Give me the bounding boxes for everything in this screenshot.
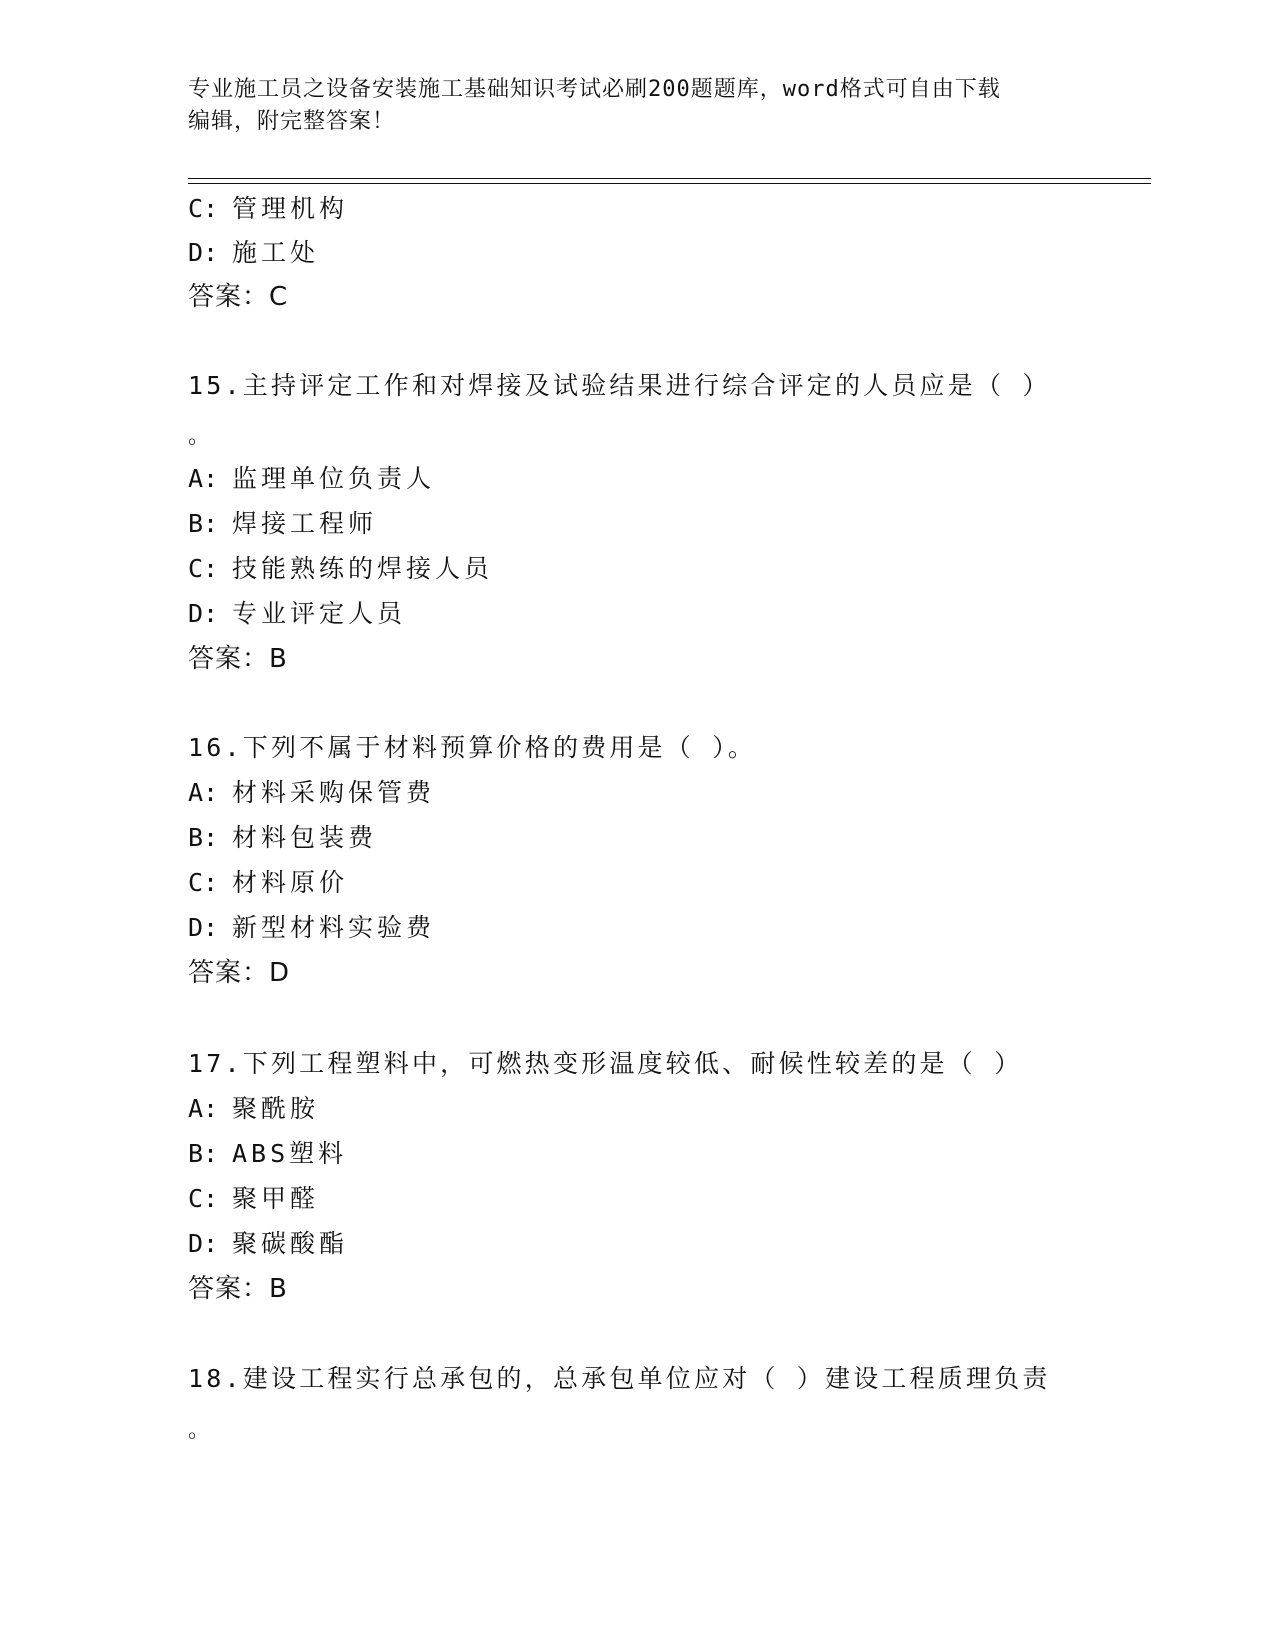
- option-text: 专业评定人员: [232, 599, 407, 628]
- option-text: 聚酰胺: [232, 1094, 320, 1123]
- option-label: A:: [188, 778, 219, 807]
- option-label: D:: [188, 599, 219, 628]
- q16-answer: 答案：D: [188, 958, 291, 988]
- q17-option-c: [188, 1182, 319, 1216]
- document-header: [188, 74, 1088, 138]
- option-label: B:: [188, 509, 219, 538]
- q16-option-b: [188, 821, 377, 855]
- option-label: D:: [188, 1229, 219, 1258]
- header-title-line-1: 专业施工员之设备安装施工基础知识考试必刷200题题库，word格式可自由下载: [188, 77, 1001, 102]
- header-title-line-2: 编辑，附完整答案！: [188, 109, 396, 134]
- q17-stem: 17.下列工程塑料中，可燃热变形温度较低、耐候性较差的是（ ）: [188, 1049, 1023, 1078]
- q15-option-b: [188, 507, 377, 541]
- option-text: 监理单位负责人: [232, 464, 436, 493]
- q18-stem-tail: 。: [188, 1418, 211, 1443]
- option-text: 焊接工程师: [232, 509, 378, 538]
- header-rule-top: [188, 178, 1151, 179]
- option-label: A:: [188, 464, 219, 493]
- q14-option-d: [188, 236, 319, 270]
- option-text: 新型材料实验费: [232, 913, 436, 942]
- option-label: D:: [188, 913, 219, 942]
- q14-answer: 答案：C: [188, 282, 289, 312]
- option-text: 聚碳酸酯: [232, 1229, 349, 1258]
- q16-option-c: [188, 866, 348, 900]
- option-text: 材料包装费: [232, 823, 378, 852]
- option-text: 材料采购保管费: [232, 778, 436, 807]
- option-label: A:: [188, 1094, 219, 1123]
- q18-stem: 18.建设工程实行总承包的，总承包单位应对（ ）建设工程质理负责: [188, 1364, 1051, 1393]
- option-text: 管理机构: [232, 194, 349, 223]
- q16-option-a: [188, 776, 435, 810]
- option-text: 聚甲醛: [232, 1184, 320, 1213]
- option-label: D:: [188, 238, 219, 267]
- q17-answer: 答案：B: [188, 1274, 288, 1304]
- option-label: B:: [188, 1139, 219, 1168]
- q15-stem-tail: 。: [188, 424, 211, 449]
- q16-stem: 16.下列不属于材料预算价格的费用是（ ）。: [188, 733, 757, 762]
- option-text: ABS塑料: [232, 1139, 348, 1168]
- q17-option-a: [188, 1092, 319, 1126]
- q15-option-c: [188, 552, 493, 586]
- q15-stem: 15.主持评定工作和对焊接及试验结果进行综合评定的人员应是（ ）: [188, 371, 1051, 400]
- option-label: C:: [188, 554, 219, 583]
- header-rule-bottom: [188, 183, 1151, 184]
- option-label: B:: [188, 823, 219, 852]
- option-label: C:: [188, 194, 219, 223]
- option-text: 材料原价: [232, 868, 349, 897]
- option-text: 施工处: [232, 238, 320, 267]
- option-label: C:: [188, 1184, 219, 1213]
- q16-option-d: [188, 911, 435, 945]
- q17-option-d: [188, 1227, 348, 1261]
- q15-answer: 答案：B: [188, 644, 288, 674]
- option-text: 技能熟练的焊接人员: [232, 554, 494, 583]
- q17-option-b: [188, 1137, 347, 1171]
- option-label: C:: [188, 868, 219, 897]
- q15-option-a: [188, 462, 435, 496]
- q15-option-d: [188, 597, 406, 631]
- q14-option-c: [188, 192, 348, 226]
